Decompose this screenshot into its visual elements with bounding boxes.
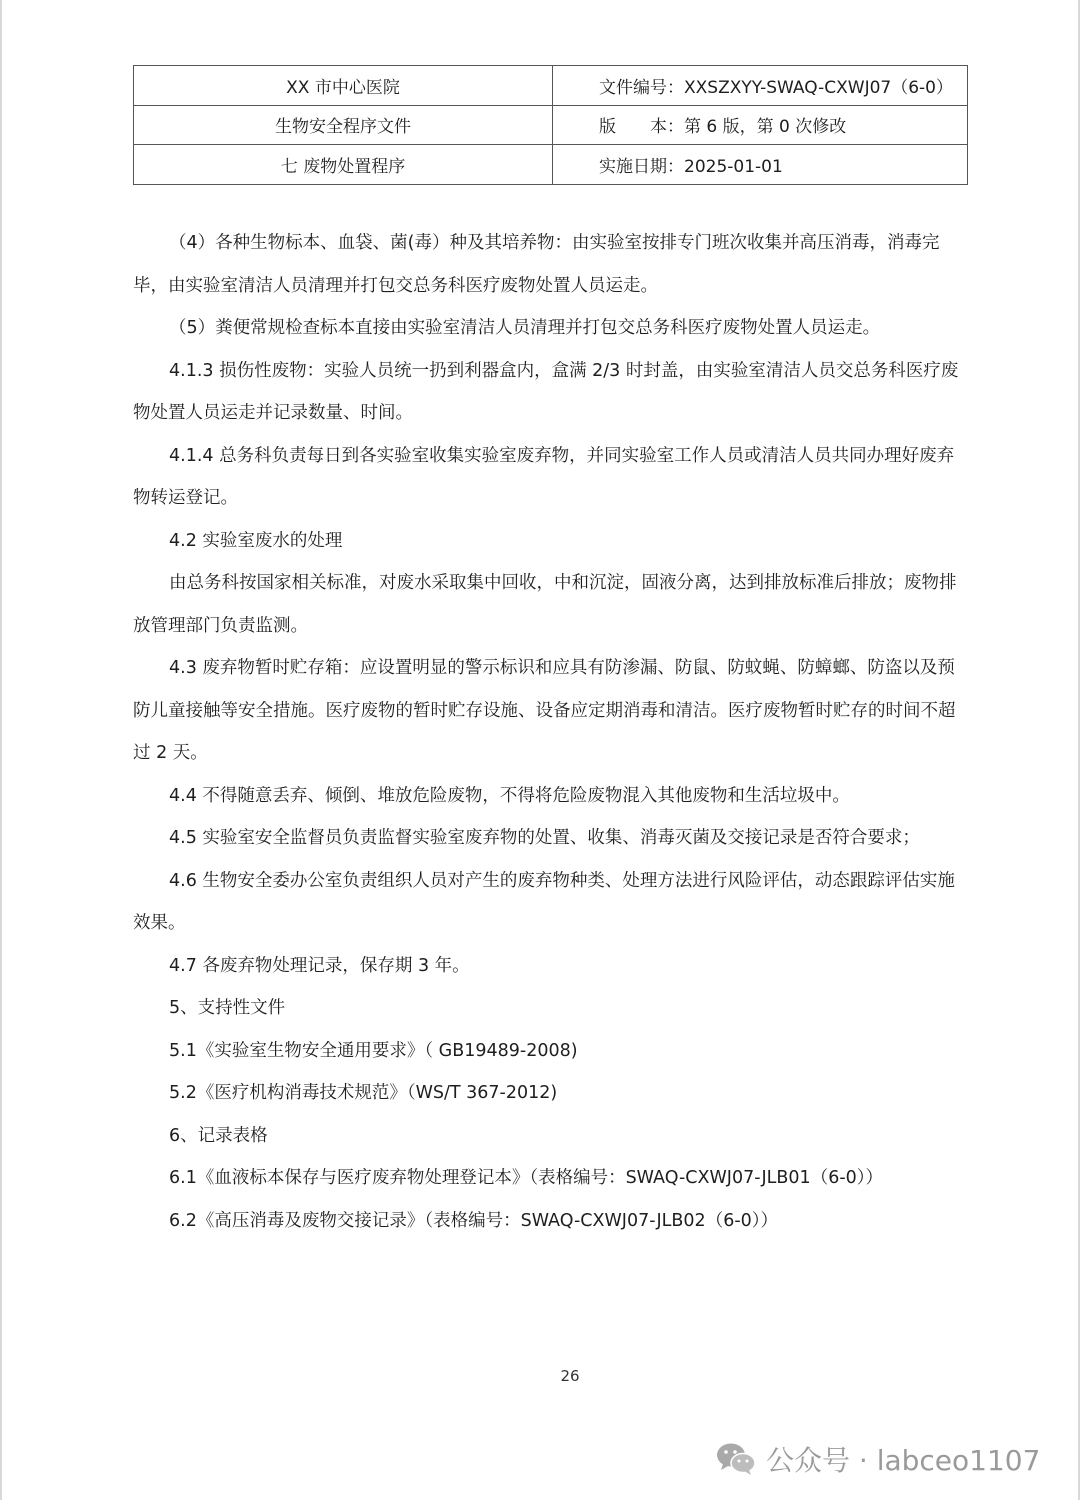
watermark: [716, 1438, 1040, 1480]
document-type: 生物安全程序文件: [134, 105, 553, 145]
hospital-name: XX 市中心医院: [134, 66, 553, 106]
watermark-text: 公众号 · labceo1107: [766, 1444, 1041, 1477]
reference-item: 5.1《实验室生物安全通用要求》（ GB19489-2008): [169, 1040, 578, 1061]
document-version: 版 本：第 6 版，第 0 次修改: [553, 105, 968, 145]
paragraph: 4.3 废弃物暂时贮存箱：应设置明显的警示标识和应具有防渗漏、防鼠、防蚊蝇、防蟑螂、防盗以及预防儿童接触等安全措施。医疗废物的暂时贮存设施、设备应定期消毒和清洁。医疗废物暂时贮存的时间不超过 2 天。: [133, 658, 956, 763]
subsection-heading: 4.2 实验室废水的处理: [169, 530, 343, 551]
header-row: [134, 66, 968, 106]
paragraph: 由总务科按国家相关标准，对废水采取集中回收，中和沉淀，固液分离，达到排放标准后排放；废物排放管理部门负责监测。: [133, 573, 957, 636]
section-heading: 5、支持性文件: [169, 998, 286, 1018]
record-form-item: 6.2《高压消毒及废物交接记录》（表格编号：SWAQ-CXWJ07-JLB02（6-0））: [169, 1210, 779, 1231]
paragraph: 4.6 生物安全委办公室负责组织人员对产生的废弃物种类、处理方法进行风险评估，动态跟踪评估实施效果。: [133, 870, 955, 933]
paragraph: 4.1.4 总务科负责每日到各实验室收集实验室废弃物，并同实验室工作人员或清洁人员共同办理好废弃物转运登记。: [133, 445, 955, 508]
header-row: [134, 145, 968, 185]
reference-item: 5.2《医疗机构消毒技术规范》（WS/T 367-2012): [169, 1083, 558, 1103]
paragraph: （5）粪便常规检查标本直接由实验室清洁人员清理并打包交总务科医疗废物处置人员运走。: [169, 318, 881, 338]
paragraph: 4.5 实验室安全监督员负责监督实验室废弃物的处置、收集、消毒灭菌及交接记录是否符合要求；: [169, 828, 920, 848]
paragraph: 4.7 各废弃物处理记录，保存期 3 年。: [169, 955, 470, 976]
document-body: [133, 222, 969, 1242]
document-number: 文件编号：XXSZXYY-SWAQ-CXWJ07（6-0）: [553, 66, 968, 106]
section-heading: 6、记录表格: [169, 1125, 268, 1146]
document-header-table: [133, 65, 968, 185]
section-title: 七 废物处置程序: [134, 145, 553, 185]
record-form-item: 6.1《血液标本保存与医疗废弃物处理登记本》（表格编号：SWAQ-CXWJ07-JLB01（6-0））: [169, 1168, 884, 1188]
paragraph: 4.1.3 损伤性废物：实验人员统一扔到利器盒内，盒满 2/3 时封盖，由实验室清洁人员交总务科医疗废物处置人员运走并记录数量、时间。: [133, 360, 959, 423]
header-row: [134, 105, 968, 145]
paragraph: 4.4 不得随意丢弃、倾倒、堆放危险废物，不得将危险废物混入其他废物和生活垃圾中。: [169, 785, 850, 806]
wechat-icon: [716, 1442, 756, 1476]
effective-date: 实施日期：2025-01-01: [553, 145, 968, 185]
paragraph: （4）各种生物标本、血袋、菌(毒）种及其培养物：由实验室按排专门班次收集并高压消毒，消毒完毕，由实验室清洁人员清理并打包交总务科医疗废物处置人员运走。: [133, 233, 940, 296]
page-number: 26: [560, 1367, 580, 1385]
